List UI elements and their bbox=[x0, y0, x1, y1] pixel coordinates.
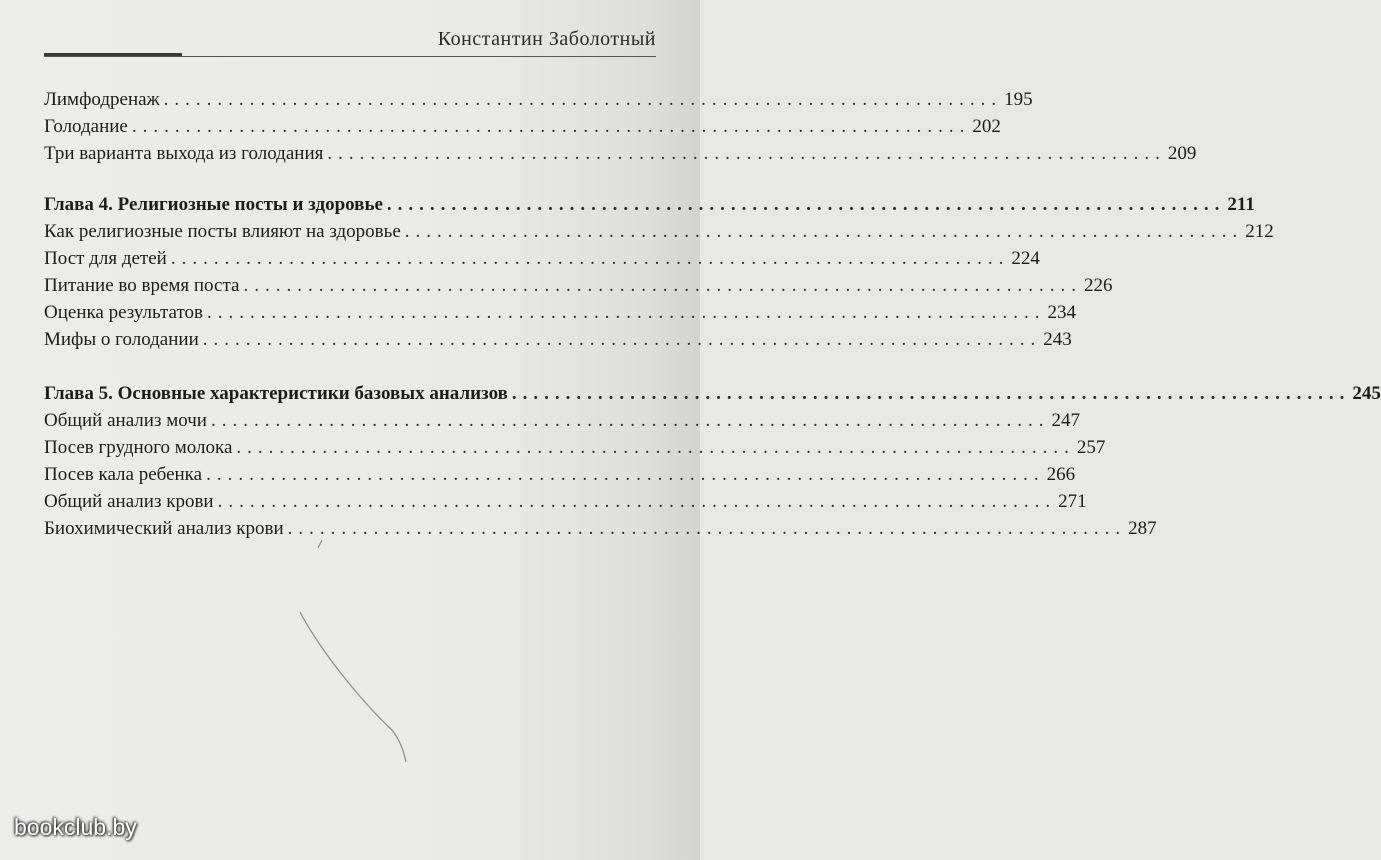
toc-entry-title: Питание во время поста bbox=[44, 275, 240, 296]
running-head: Константин Заболотный bbox=[437, 28, 656, 50]
toc-entry-title: Лимфодренаж bbox=[44, 89, 160, 110]
toc-entry-page: 212 bbox=[1245, 221, 1274, 242]
leader-dots: .............................................................................. bbox=[217, 491, 1057, 512]
leader-dots: .............................................................................. bbox=[327, 143, 1166, 164]
toc-entry-title: Три варианта выхода из голодания bbox=[44, 143, 324, 164]
leader-dots: .............................................................................. bbox=[236, 437, 1075, 458]
leader-dots: .............................................................................. bbox=[386, 194, 1226, 215]
toc-entry-page: 224 bbox=[1011, 248, 1040, 269]
toc-chapter-page: 245 bbox=[1352, 383, 1381, 404]
toc-entry-title: Биохимический анализ крови bbox=[44, 518, 284, 539]
toc-entry-page: 266 bbox=[1046, 464, 1076, 485]
toc-chapter-page: 211 bbox=[1227, 194, 1255, 215]
toc-entry-page: 226 bbox=[1083, 275, 1113, 296]
leader-dots: .............................................................................. bbox=[511, 383, 1351, 404]
leader-dots: .............................................................................. bbox=[170, 248, 1010, 269]
toc-entry-title: Оценка результатов bbox=[44, 302, 203, 323]
leader-dots: .............................................................................. bbox=[404, 221, 1244, 242]
toc-chapter-title: Глава 4. Религиозные посты и здоровье bbox=[44, 194, 383, 215]
toc-entry-title: Посев кала ребенка bbox=[44, 464, 203, 485]
toc-entry-page: 271 bbox=[1058, 491, 1087, 512]
toc-entry-title: Посев грудного молока bbox=[44, 437, 233, 458]
leader-dots: .............................................................................. bbox=[287, 518, 1127, 539]
toc-entry-title: Общий анализ мочи bbox=[44, 410, 207, 431]
toc-entry-title: Голодание bbox=[44, 116, 128, 137]
toc-entry-title: Мифы о голодании bbox=[44, 329, 199, 350]
watermark: bookclub.by bbox=[14, 814, 137, 840]
leader-dots: .............................................................................. bbox=[243, 275, 1082, 296]
leader-dots: .............................................................................. bbox=[131, 116, 971, 137]
toc-entry-page: 247 bbox=[1051, 410, 1080, 431]
toc-entry-title: Общий анализ крови bbox=[44, 491, 214, 512]
toc-entry-page: 209 bbox=[1167, 143, 1197, 164]
toc-entry-page: 257 bbox=[1076, 437, 1106, 458]
toc-entry-page: 195 bbox=[1004, 89, 1033, 110]
leader-dots: .............................................................................. bbox=[210, 410, 1050, 431]
toc-chapter-title: Глава 5. Основные характеристики базовых анализов bbox=[44, 383, 508, 404]
toc-entry-page: 287 bbox=[1128, 518, 1157, 539]
toc-entry-page: 243 bbox=[1043, 329, 1072, 350]
leader-dots: .............................................................................. bbox=[206, 302, 1046, 323]
leader-dots: .............................................................................. bbox=[163, 89, 1003, 110]
toc-entry-title: Пост для детей bbox=[44, 248, 167, 269]
leader-dots: .............................................................................. bbox=[206, 464, 1045, 485]
toc-entry-page: 234 bbox=[1047, 302, 1076, 323]
toc-entry-title: Как религиозные посты влияют на здоровье bbox=[44, 221, 401, 242]
toc-entry-page: 202 bbox=[972, 116, 1001, 137]
leader-dots: .............................................................................. bbox=[202, 329, 1042, 350]
